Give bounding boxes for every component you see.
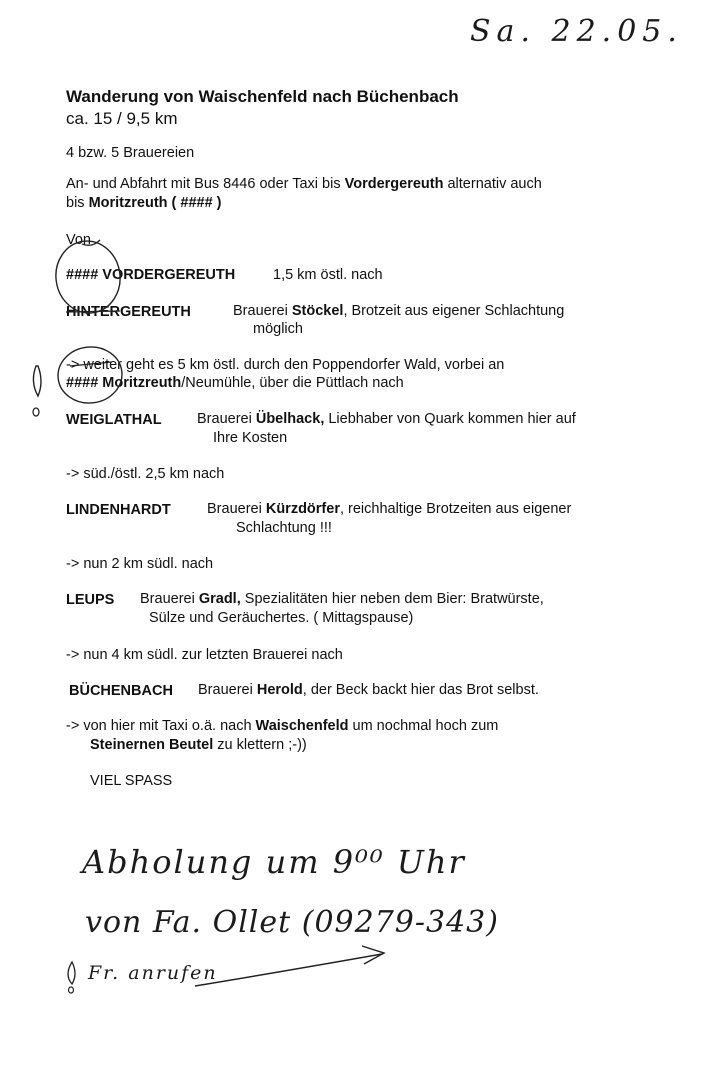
leg-1-marker: #### [66, 375, 103, 391]
brewery-desc: , Brotzeit aus eigener Schlachtung [343, 303, 565, 319]
travel-prefix: An- und Abfahrt mit Bus 8446 oder Taxi bis [66, 176, 345, 192]
distance-text: ca. 15 / 9,5 km [66, 109, 178, 128]
brewery-name: Kürzdörfer [265, 501, 340, 517]
leg-5-place: Waischenfeld [255, 718, 349, 734]
brewery-desc: Spezialitäten hier neben dem Bier: Bratwürste, [240, 591, 544, 607]
travel-suffix: alternativ auch [443, 176, 542, 192]
leg-1-line-1: -> weiter geht es 5 km östl. durch den Poppendorfer Wald, vorbei an [66, 357, 505, 373]
pen-exclamation-2 [68, 962, 75, 984]
closing-text: VIEL SPASS [90, 773, 173, 789]
stop-lindenhardt-name: LINDENHARDT [66, 502, 171, 518]
page-title: Wanderung von Waischenfeld nach Büchenbach [66, 87, 459, 106]
brewery-name: Stöckel [291, 303, 344, 319]
stop-leups-desc [140, 591, 544, 607]
stop-hintergereuth-desc-2: möglich [253, 321, 303, 337]
leg-2: -> süd./östl. 2,5 km nach [66, 466, 225, 482]
stop-hintergereuth-name: HINTERGEREUTH [66, 304, 191, 320]
leg-5-rest: um nochmal hoch zum [348, 718, 499, 734]
stop-vordergereuth-name: #### VORDERGEREUTH [66, 267, 236, 283]
stop-vordergereuth-desc: 1,5 km östl. nach [273, 267, 383, 283]
pen-arrow-line [195, 954, 382, 986]
pen-exclamation [33, 366, 41, 396]
stop-buechenbach-name: BÜCHENBACH [69, 683, 173, 699]
brewery-prefix: Brauerei [140, 591, 199, 607]
brewery-desc: , der Beck backt hier das Brot selbst. [302, 682, 539, 698]
brewery-desc: Liebhaber von Quark kommen hier auf [324, 411, 576, 427]
brewery-name: Übelhack, [255, 411, 325, 427]
pen-exclamation-2-dot [69, 987, 74, 993]
handwritten-note-line-3: Fr. anrufen [88, 962, 218, 984]
stop-weiglathal-desc-2: Ihre Kosten [213, 430, 288, 446]
leg-5-landmark: Steinernen Beutel [90, 737, 214, 753]
brewery-desc: , reichhaltige Brotzeiten aus eigener [339, 501, 572, 517]
brewery-prefix: Brauerei [207, 501, 266, 517]
pen-exclamation-dot [33, 408, 39, 416]
stop-buechenbach-desc [198, 682, 539, 698]
leg-4: -> nun 4 km südl. zur letzten Brauerei nach [66, 647, 343, 663]
brewery-name: Gradl, [198, 591, 241, 607]
brewery-prefix: Brauerei [233, 303, 292, 319]
leg-5-prefix: -> von hier mit Taxi o.ä. nach [66, 718, 256, 734]
travel-place-moritzreuth: Moritzreuth ( #### ) [88, 195, 222, 211]
stop-weiglathal-desc [197, 411, 576, 427]
travel-line-1 [66, 176, 542, 192]
stop-leups-desc-2: Sülze und Geräuchertes. ( Mittagspause) [149, 610, 414, 626]
stop-lindenhardt-desc-2: Schlachtung !!! [236, 520, 332, 536]
travel-line-2 [66, 195, 222, 211]
handwritten-date: Sa. 22.05. [470, 14, 683, 49]
brewery-prefix: Brauerei [197, 411, 256, 427]
leg-5-line-2 [90, 737, 307, 753]
leg-1-place: Moritzreuth [102, 375, 182, 391]
leg-1-rest: /Neumühle, über die Püttlach nach [181, 375, 404, 391]
leg-5-line-1 [66, 718, 498, 734]
travel-place-vordergereuth: Vordergereuth [344, 176, 444, 192]
handwritten-note-line-1: Abholung um 9⁰⁰ Uhr [82, 843, 466, 881]
handwritten-note-line-2: von Fa. Ollet (09279-343) [85, 905, 499, 940]
breweries-count: 4 bzw. 5 Brauereien [66, 145, 195, 161]
von-label: Von [66, 232, 91, 248]
stop-lindenhardt-desc [207, 501, 571, 517]
brewery-prefix: Brauerei [198, 682, 257, 698]
leg-3: -> nun 2 km südl. nach [66, 556, 214, 572]
stop-leups-name: LEUPS [66, 592, 115, 608]
stop-hintergereuth-desc [233, 303, 564, 319]
pen-arrow-head [362, 946, 384, 964]
stop-weiglathal-name: WEIGLATHAL [66, 412, 162, 428]
travel-prefix-2: bis [66, 195, 89, 211]
brewery-name: Herold [256, 682, 303, 698]
leg-1-line-2 [66, 375, 404, 391]
leg-5-rest-2: zu klettern ;-)) [213, 737, 307, 753]
